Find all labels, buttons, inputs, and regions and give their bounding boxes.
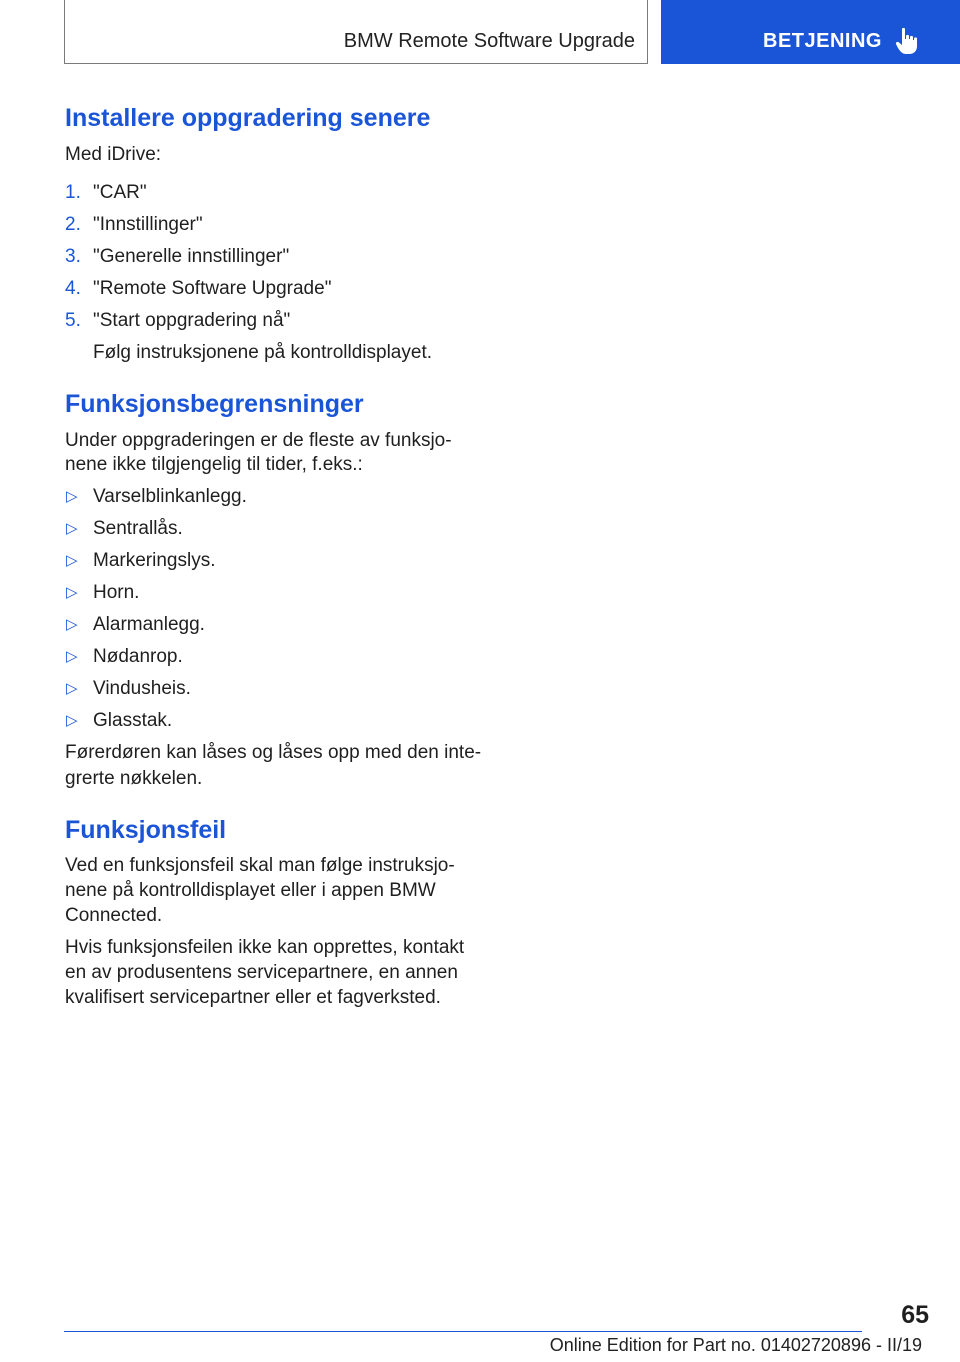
bullet-text: Markeringslys. <box>93 550 216 571</box>
header-title-box <box>64 0 648 64</box>
paragraph-line: Ved en funksjonsfeil skal man følge instruksjo- <box>65 855 455 876</box>
step-number: 5. <box>65 310 81 331</box>
step-number: 2. <box>65 214 81 235</box>
heading-install-later: Installere oppgradering senere <box>65 104 431 132</box>
outro-line: grerte nøkkelen. <box>65 768 203 789</box>
bullet-text: Sentrallås. <box>93 518 183 539</box>
bullet-text: Horn. <box>93 582 140 603</box>
step-text: "Generelle innstillinger" <box>93 246 290 267</box>
bullet-text: Nødanrop. <box>93 646 183 667</box>
heading-malfunction: Funksjonsfeil <box>65 816 227 844</box>
paragraph-line: nene på kontrolldisplayet eller i appen BMW <box>65 880 436 901</box>
bullet-text: Vindusheis. <box>93 678 191 699</box>
triangle-bullet-icon: ▷ <box>66 712 78 729</box>
chapter-tab-label: BETJENING <box>763 30 882 52</box>
triangle-bullet-icon: ▷ <box>66 520 78 537</box>
paragraph-line: Hvis funksjonsfeilen ikke kan opprettes, kontakt <box>65 937 465 958</box>
step-text: "Remote Software Upgrade" <box>93 278 332 299</box>
page-number: 65 <box>901 1301 929 1329</box>
step-number: 1. <box>65 182 81 203</box>
triangle-bullet-icon: ▷ <box>66 680 78 697</box>
step-text: "Innstillinger" <box>93 214 203 235</box>
bullet-text: Glasstak. <box>93 710 173 731</box>
outro-line: Førerdøren kan låses og låses opp med den inte- <box>65 742 482 763</box>
triangle-bullet-icon: ▷ <box>66 552 78 569</box>
pointing-hand-icon <box>895 26 921 56</box>
step-number: 4. <box>65 278 81 299</box>
triangle-bullet-icon: ▷ <box>66 648 78 665</box>
triangle-bullet-icon: ▷ <box>66 488 78 505</box>
chapter-tab[interactable] <box>661 0 960 64</box>
triangle-bullet-icon: ▷ <box>66 584 78 601</box>
triangle-bullet-icon: ▷ <box>66 616 78 633</box>
step-text: "CAR" <box>93 182 147 203</box>
bullet-text: Varselblinkanlegg. <box>93 486 247 507</box>
intro-idrive: Med iDrive: <box>65 144 162 165</box>
header-title: BMW Remote Software Upgrade <box>343 30 635 52</box>
paragraph-line: en av produsentens servicepartnere, en annen <box>65 962 458 983</box>
footer-divider <box>64 1331 862 1332</box>
step-text: "Start oppgradering nå" <box>93 310 291 331</box>
intro-line: Under oppgraderingen er de fleste av funksjo- <box>65 430 452 451</box>
paragraph-line: kvalifisert servicepartner eller et fagverksted. <box>65 987 441 1008</box>
heading-limitations: Funksjonsbegrensninger <box>65 390 364 418</box>
step-number: 3. <box>65 246 81 267</box>
paragraph-line: Connected. <box>65 905 163 926</box>
bullet-text: Alarmanlegg. <box>93 614 205 635</box>
intro-line: nene ikke tilgjengelig til tider, f.eks.: <box>65 454 363 475</box>
footer-edition: Online Edition for Part no. 01402720896 - II/19 <box>549 1335 922 1355</box>
step-note-text: Følg instruksjonene på kontrolldisplayet. <box>93 342 433 363</box>
